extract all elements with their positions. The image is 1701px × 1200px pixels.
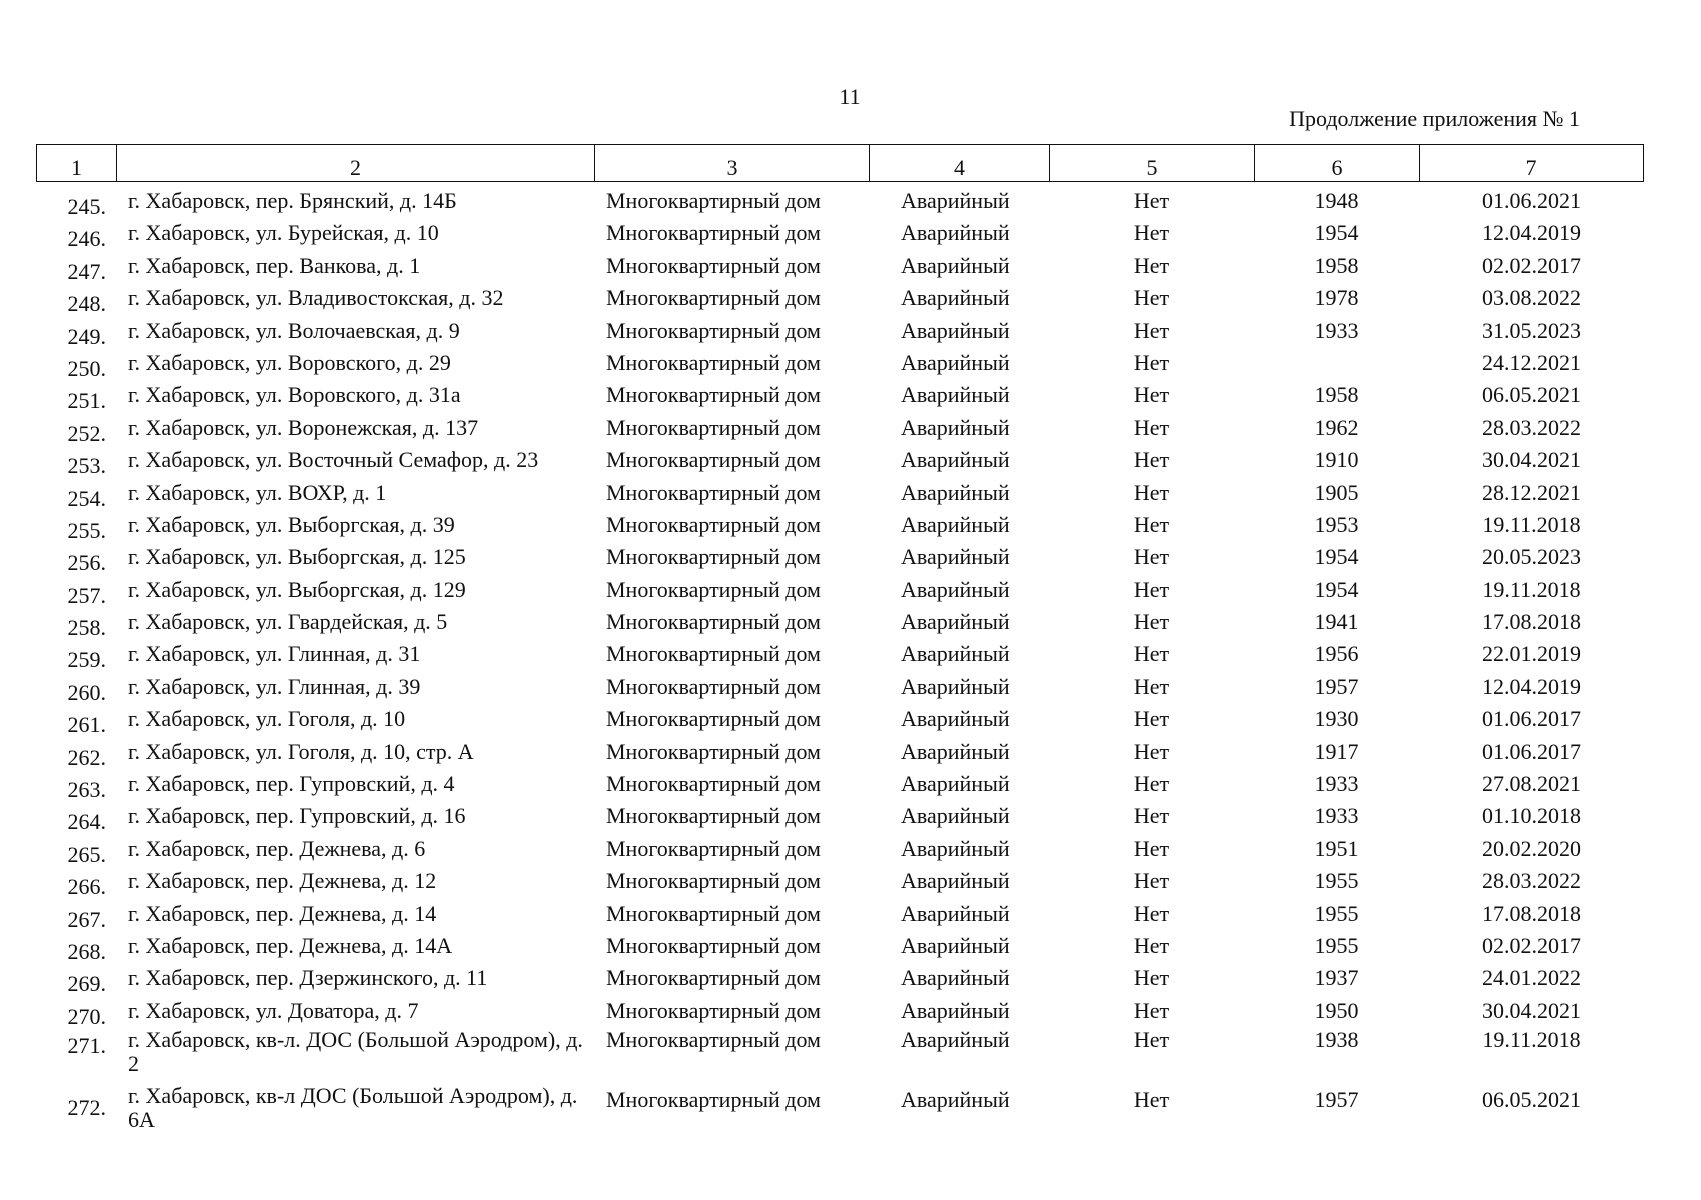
cell-date: 01.06.2021 bbox=[1482, 188, 1581, 213]
cell-condition: Аварийный bbox=[901, 641, 1010, 667]
cell-condition: Аварийный bbox=[901, 382, 1010, 408]
cell-condition: Аварийный bbox=[901, 738, 1010, 764]
header-col-7: 7 bbox=[1525, 155, 1537, 180]
table-row bbox=[36, 380, 1644, 412]
cell-date: 24.12.2021 bbox=[1482, 349, 1581, 375]
cell-col-5: Нет bbox=[1133, 835, 1170, 861]
cell-condition: Аварийный bbox=[901, 349, 1010, 375]
cell-row-number: 260. bbox=[67, 679, 106, 705]
cell-building-type: Многоквартирный дом bbox=[606, 285, 821, 311]
cell-year-built: 1954 bbox=[1314, 576, 1359, 602]
cell-date: 22.01.2019 bbox=[1482, 641, 1581, 667]
table-row bbox=[36, 283, 1644, 315]
cell-year-built: 1953 bbox=[1314, 511, 1359, 537]
cell-date: 24.01.2022 bbox=[1482, 965, 1581, 991]
cell-condition: Аварийный bbox=[901, 188, 1010, 213]
cell-year-built: 1910 bbox=[1314, 447, 1359, 473]
cell-building-type: Многоквартирный дом bbox=[606, 965, 821, 991]
cell-building-type: Многоквартирный дом bbox=[606, 414, 821, 440]
cell-address: г. Хабаровск, пер. Ванкова, д. 1 bbox=[128, 252, 421, 278]
cell-building-type: Многоквартирный дом bbox=[606, 382, 821, 408]
cell-row-number: 270. bbox=[67, 1003, 106, 1029]
cell-address: г. Хабаровск, пер. Дежнева, д. 14А bbox=[128, 932, 453, 958]
table-row bbox=[36, 607, 1644, 639]
cell-building-type: Многоквартирный дом bbox=[606, 1087, 821, 1113]
cell-address: г. Хабаровск, ул. Владивостокская, д. 32 bbox=[128, 285, 504, 311]
cell-year-built: 1941 bbox=[1314, 609, 1359, 635]
cell-building-type: Многоквартирный дом bbox=[606, 997, 821, 1023]
cell-year-built: 1954 bbox=[1314, 544, 1359, 570]
cell-condition: Аварийный bbox=[901, 511, 1010, 537]
cell-condition: Аварийный bbox=[901, 285, 1010, 311]
cell-year-built: 1962 bbox=[1314, 414, 1359, 440]
table-row bbox=[36, 672, 1644, 704]
cell-date: 28.12.2021 bbox=[1482, 479, 1581, 505]
cell-address: г. Хабаровск, ул. Воровского, д. 29 bbox=[128, 349, 451, 375]
cell-building-type: Многоквартирный дом bbox=[606, 252, 821, 278]
cell-condition: Аварийный bbox=[901, 900, 1010, 926]
cell-col-5: Нет bbox=[1133, 1087, 1170, 1113]
cell-condition: Аварийный bbox=[901, 1027, 1010, 1053]
cell-row-number: 272. bbox=[67, 1095, 106, 1121]
cell-condition: Аварийный bbox=[901, 803, 1010, 829]
cell-building-type: Многоквартирный дом bbox=[606, 479, 821, 505]
cell-year-built: 1957 bbox=[1314, 673, 1359, 699]
cell-col-5: Нет bbox=[1133, 414, 1170, 440]
cell-row-number: 245. bbox=[67, 194, 106, 219]
table-row bbox=[36, 996, 1644, 1028]
table-row bbox=[36, 834, 1644, 866]
cell-year-built: 1954 bbox=[1314, 220, 1359, 246]
cell-row-number: 265. bbox=[67, 841, 106, 867]
header-col-5: 5 bbox=[1050, 145, 1255, 181]
cell-row-number: 266. bbox=[67, 874, 106, 900]
cell-row-number: 259. bbox=[67, 647, 106, 673]
cell-address: г. Хабаровск, ул. ВОХР, д. 1 bbox=[128, 479, 387, 505]
cell-year-built: 1917 bbox=[1314, 738, 1359, 764]
cell-address: г. Хабаровск, ул. Глинная, д. 31 bbox=[128, 641, 421, 667]
cell-year-built: 1956 bbox=[1314, 641, 1359, 667]
cell-col-5: Нет bbox=[1133, 317, 1170, 343]
cell-year-built: 1978 bbox=[1314, 285, 1359, 311]
cell-year-built: 1957 bbox=[1314, 1087, 1359, 1113]
cell-address: г. Хабаровск, ул. Выборгская, д. 129 bbox=[128, 576, 466, 602]
cell-address: г. Хабаровск, пер. Брянский, д. 14Б bbox=[128, 188, 457, 213]
cell-date: 30.04.2021 bbox=[1482, 997, 1581, 1023]
cell-address: г. Хабаровск, ул. Выборгская, д. 39 bbox=[128, 511, 455, 537]
cell-address: г. Хабаровск, ул. Бурейская, д. 10 bbox=[128, 220, 439, 246]
cell-year-built: 1950 bbox=[1314, 997, 1359, 1023]
cell-col-5: Нет bbox=[1133, 803, 1170, 829]
cell-row-number: 268. bbox=[67, 938, 106, 964]
table-row bbox=[36, 218, 1644, 250]
cell-address: г. Хабаровск, ул. Глинная, д. 39 bbox=[128, 673, 421, 699]
cell-year-built: 1930 bbox=[1314, 706, 1359, 732]
cell-building-type: Многоквартирный дом bbox=[606, 349, 821, 375]
cell-building-type: Многоквартирный дом bbox=[606, 220, 821, 246]
cell-condition: Аварийный bbox=[901, 544, 1010, 570]
header-col-1: 1 bbox=[37, 145, 117, 181]
table-row bbox=[36, 1028, 1644, 1082]
cell-row-number: 246. bbox=[67, 226, 106, 252]
cell-col-5: Нет bbox=[1133, 576, 1170, 602]
cell-year-built: 1933 bbox=[1314, 771, 1359, 797]
cell-row-number: 255. bbox=[67, 517, 106, 543]
cell-building-type: Многоквартирный дом bbox=[606, 900, 821, 926]
cell-building-type: Многоквартирный дом bbox=[606, 609, 821, 635]
cell-col-5: Нет bbox=[1133, 382, 1170, 408]
cell-building-type: Многоквартирный дом bbox=[606, 771, 821, 797]
cell-address: г. Хабаровск, пер. Дежнева, д. 6 bbox=[128, 835, 426, 861]
cell-condition: Аварийный bbox=[901, 965, 1010, 991]
cell-building-type: Многоквартирный дом bbox=[606, 835, 821, 861]
cell-year-built: 1937 bbox=[1314, 965, 1359, 991]
cell-year-built: 1951 bbox=[1314, 835, 1359, 861]
appendix-note: Продолжение приложения № 1 bbox=[1289, 106, 1580, 131]
table-row bbox=[36, 186, 1644, 218]
cell-row-number: 262. bbox=[67, 744, 106, 770]
cell-year-built: 1933 bbox=[1314, 317, 1359, 343]
cell-condition: Аварийный bbox=[901, 252, 1010, 278]
cell-col-5: Нет bbox=[1133, 479, 1170, 505]
cell-building-type: Многоквартирный дом bbox=[606, 511, 821, 537]
cell-row-number: 249. bbox=[67, 323, 106, 349]
cell-year-built: 1933 bbox=[1314, 803, 1359, 829]
cell-col-5: Нет bbox=[1133, 900, 1170, 926]
cell-col-5: Нет bbox=[1133, 771, 1170, 797]
cell-col-5: Нет bbox=[1133, 965, 1170, 991]
header-col-6: 6 bbox=[1255, 145, 1420, 181]
cell-building-type: Многоквартирный дом bbox=[606, 447, 821, 473]
table-row bbox=[36, 445, 1644, 477]
cell-col-5: Нет bbox=[1133, 609, 1170, 635]
cell-condition: Аварийный bbox=[901, 1087, 1010, 1113]
cell-year-built: 1955 bbox=[1314, 900, 1359, 926]
cell-row-number: 248. bbox=[67, 291, 106, 317]
table-row bbox=[36, 413, 1644, 445]
cell-address: г. Хабаровск, кв-л ДОС (Большой Аэродром), д. 6А bbox=[128, 1083, 578, 1133]
cell-date: 28.03.2022 bbox=[1482, 868, 1581, 894]
cell-building-type: Многоквартирный дом bbox=[606, 673, 821, 699]
cell-date: 03.08.2022 bbox=[1482, 285, 1581, 311]
cell-building-type: Многоквартирный дом bbox=[606, 576, 821, 602]
cell-col-5: Нет bbox=[1133, 220, 1170, 246]
cell-address: г. Хабаровск, ул. Гвардейская, д. 5 bbox=[128, 609, 448, 635]
cell-row-number: 251. bbox=[67, 388, 106, 414]
cell-col-5: Нет bbox=[1133, 641, 1170, 667]
cell-building-type: Многоквартирный дом bbox=[606, 803, 821, 829]
cell-condition: Аварийный bbox=[901, 673, 1010, 699]
cell-building-type: Многоквартирный дом bbox=[606, 641, 821, 667]
cell-building-type: Многоквартирный дом bbox=[606, 868, 821, 894]
cell-building-type: Многоквартирный дом bbox=[606, 188, 821, 213]
cell-condition: Аварийный bbox=[901, 220, 1010, 246]
cell-col-5: Нет bbox=[1133, 188, 1170, 213]
cell-row-number: 253. bbox=[67, 453, 106, 479]
header-col-2: 2 bbox=[117, 145, 595, 181]
cell-address: г. Хабаровск, пер. Дежнева, д. 12 bbox=[128, 868, 437, 894]
cell-building-type: Многоквартирный дом bbox=[606, 738, 821, 764]
table-row bbox=[36, 251, 1644, 283]
table-body bbox=[36, 186, 1644, 1142]
cell-date: 12.04.2019 bbox=[1482, 673, 1581, 699]
cell-address: г. Хабаровск, кв-л. ДОС (Большой Аэродром), д. 2 bbox=[128, 1027, 583, 1077]
cell-year-built: 1955 bbox=[1314, 868, 1359, 894]
cell-date: 19.11.2018 bbox=[1482, 511, 1581, 537]
table-row bbox=[36, 348, 1644, 380]
cell-col-5: Нет bbox=[1133, 868, 1170, 894]
cell-address: г. Хабаровск, пер. Дежнева, д. 14 bbox=[128, 900, 437, 926]
table-row bbox=[36, 316, 1644, 348]
cell-col-5: Нет bbox=[1133, 349, 1170, 375]
cell-col-5: Нет bbox=[1133, 706, 1170, 732]
cell-condition: Аварийный bbox=[901, 576, 1010, 602]
cell-col-5: Нет bbox=[1133, 544, 1170, 570]
cell-row-number: 250. bbox=[67, 355, 106, 381]
cell-date: 06.05.2021 bbox=[1482, 1087, 1581, 1113]
table-row bbox=[36, 704, 1644, 736]
cell-row-number: 264. bbox=[67, 809, 106, 835]
cell-year-built: 1938 bbox=[1314, 1027, 1359, 1053]
cell-row-number: 254. bbox=[67, 485, 106, 511]
table-row bbox=[36, 478, 1644, 510]
table-row bbox=[36, 899, 1644, 931]
cell-address: г. Хабаровск, ул. Гоголя, д. 10, стр. А bbox=[128, 738, 474, 764]
cell-date: 17.08.2018 bbox=[1482, 609, 1581, 635]
cell-row-number: 269. bbox=[67, 971, 106, 997]
cell-condition: Аварийный bbox=[901, 868, 1010, 894]
cell-date: 06.05.2021 bbox=[1482, 382, 1581, 408]
cell-date: 31.05.2023 bbox=[1482, 317, 1581, 343]
cell-date: 02.02.2017 bbox=[1482, 932, 1581, 958]
cell-condition: Аварийный bbox=[901, 447, 1010, 473]
cell-date: 19.11.2018 bbox=[1482, 576, 1581, 602]
cell-condition: Аварийный bbox=[901, 706, 1010, 732]
cell-date: 17.08.2018 bbox=[1482, 900, 1581, 926]
table-row bbox=[36, 575, 1644, 607]
cell-col-5: Нет bbox=[1133, 673, 1170, 699]
cell-year-built: 1955 bbox=[1314, 932, 1359, 958]
cell-address: г. Хабаровск, пер. Гупровский, д. 4 bbox=[128, 771, 455, 797]
table-row bbox=[36, 737, 1644, 769]
cell-row-number: 271. bbox=[67, 1033, 106, 1059]
cell-col-5: Нет bbox=[1133, 932, 1170, 958]
cell-building-type: Многоквартирный дом bbox=[606, 317, 821, 343]
cell-condition: Аварийный bbox=[901, 997, 1010, 1023]
cell-date: 28.03.2022 bbox=[1482, 414, 1581, 440]
table-row bbox=[36, 1082, 1644, 1142]
cell-col-5: Нет bbox=[1133, 252, 1170, 278]
cell-date: 19.11.2018 bbox=[1482, 1027, 1581, 1053]
cell-year-built: 1948 bbox=[1314, 188, 1359, 213]
cell-building-type: Многоквартирный дом bbox=[606, 544, 821, 570]
cell-condition: Аварийный bbox=[901, 609, 1010, 635]
cell-date: 02.02.2017 bbox=[1482, 252, 1581, 278]
cell-row-number: 263. bbox=[67, 777, 106, 803]
table-row bbox=[36, 963, 1644, 995]
cell-date: 01.06.2017 bbox=[1482, 706, 1581, 732]
cell-col-5: Нет bbox=[1133, 285, 1170, 311]
cell-row-number: 261. bbox=[67, 712, 106, 738]
cell-col-5: Нет bbox=[1133, 997, 1170, 1023]
cell-date: 01.06.2017 bbox=[1482, 738, 1581, 764]
cell-row-number: 252. bbox=[67, 420, 106, 446]
cell-address: г. Хабаровск, ул. Воровского, д. 31а bbox=[128, 382, 461, 408]
cell-year-built: 1958 bbox=[1314, 382, 1359, 408]
cell-building-type: Многоквартирный дом bbox=[606, 932, 821, 958]
cell-address: г. Хабаровск, ул. Доватора, д. 7 bbox=[128, 997, 419, 1023]
cell-address: г. Хабаровск, ул. Восточный Семафор, д. 23 bbox=[128, 447, 539, 473]
cell-date: 01.10.2018 bbox=[1482, 803, 1581, 829]
cell-address: г. Хабаровск, пер. Дзержинского, д. 11 bbox=[128, 965, 488, 991]
cell-year-built: 1905 bbox=[1314, 479, 1359, 505]
cell-condition: Аварийный bbox=[901, 771, 1010, 797]
cell-address: г. Хабаровск, пер. Гупровский, д. 16 bbox=[128, 803, 466, 829]
cell-row-number: 256. bbox=[67, 550, 106, 576]
cell-address: г. Хабаровск, ул. Волочаевская, д. 9 bbox=[128, 317, 460, 343]
cell-year-built: 1958 bbox=[1314, 252, 1359, 278]
cell-row-number: 258. bbox=[67, 615, 106, 641]
table-row bbox=[36, 639, 1644, 671]
cell-date: 20.05.2023 bbox=[1482, 544, 1581, 570]
cell-building-type: Многоквартирный дом bbox=[606, 706, 821, 732]
cell-condition: Аварийный bbox=[901, 835, 1010, 861]
cell-col-5: Нет bbox=[1133, 447, 1170, 473]
table-row bbox=[36, 866, 1644, 898]
table-row bbox=[36, 542, 1644, 574]
cell-row-number: 267. bbox=[67, 906, 106, 932]
cell-col-5: Нет bbox=[1133, 738, 1170, 764]
header-col-4: 4 bbox=[870, 145, 1050, 181]
table-row bbox=[36, 510, 1644, 542]
table-row bbox=[36, 801, 1644, 833]
cell-condition: Аварийный bbox=[901, 932, 1010, 958]
cell-condition: Аварийный bbox=[901, 317, 1010, 343]
header-col-3: 3 bbox=[595, 145, 870, 181]
cell-row-number: 247. bbox=[67, 258, 106, 284]
cell-address: г. Хабаровск, ул. Гоголя, д. 10 bbox=[128, 706, 406, 732]
cell-address: г. Хабаровск, ул. Выборгская, д. 125 bbox=[128, 544, 466, 570]
table-row bbox=[36, 769, 1644, 801]
cell-address: г. Хабаровск, ул. Воронежская, д. 137 bbox=[128, 414, 479, 440]
cell-date: 27.08.2021 bbox=[1482, 771, 1581, 797]
cell-date: 30.04.2021 bbox=[1482, 447, 1581, 473]
cell-date: 12.04.2019 bbox=[1482, 220, 1581, 246]
cell-year-built bbox=[1254, 348, 1419, 380]
cell-row-number: 257. bbox=[67, 582, 106, 608]
cell-col-5: Нет bbox=[1133, 1027, 1170, 1053]
cell-building-type: Многоквартирный дом bbox=[606, 1027, 821, 1053]
cell-date: 20.02.2020 bbox=[1482, 835, 1581, 861]
table-row bbox=[36, 931, 1644, 963]
table-header bbox=[36, 144, 1644, 182]
page-number: 11 bbox=[839, 84, 861, 109]
cell-col-5: Нет bbox=[1133, 511, 1170, 537]
cell-condition: Аварийный bbox=[901, 414, 1010, 440]
cell-condition: Аварийный bbox=[901, 479, 1010, 505]
